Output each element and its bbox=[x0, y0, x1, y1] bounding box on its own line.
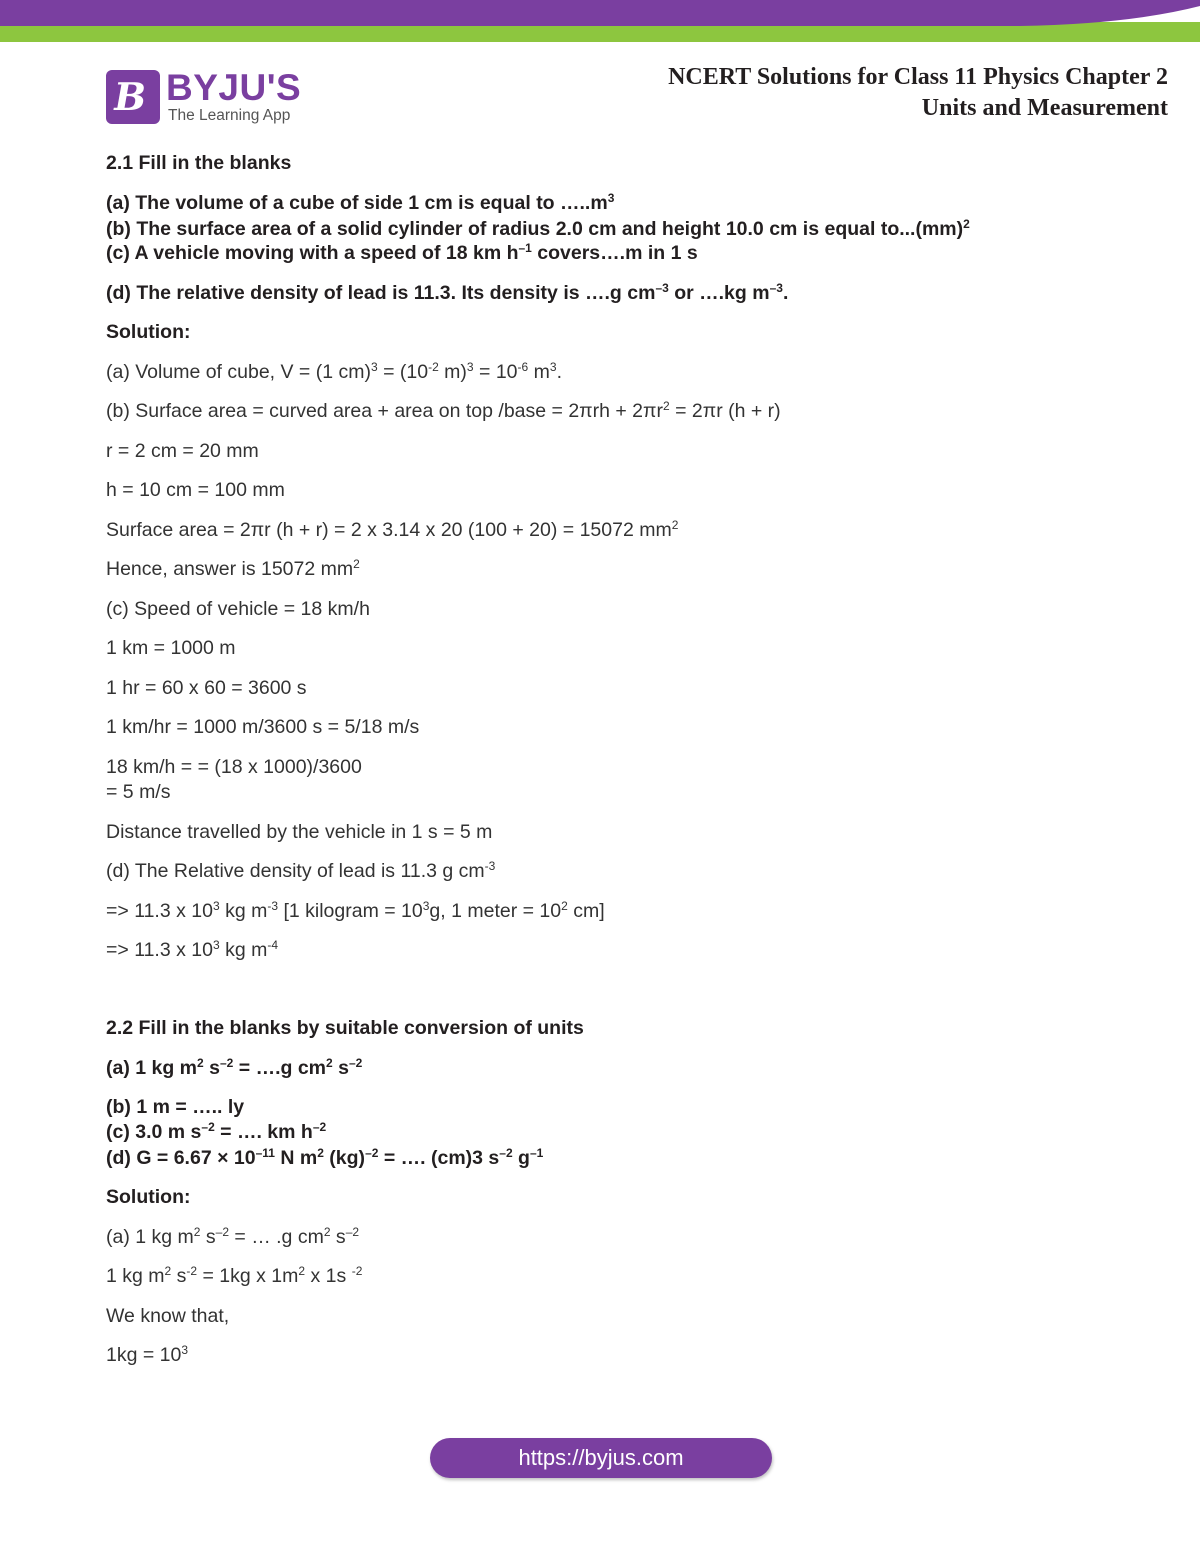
text: kg m bbox=[219, 939, 268, 961]
logo-brand: BYJU'S bbox=[166, 67, 302, 108]
text: 1 kg m bbox=[106, 1265, 165, 1287]
text: (b) The surface area of a solid cylinder of radius 2.0 cm and height 10.0 cm is equal to...(mm) bbox=[106, 218, 964, 240]
text: (c) A vehicle moving with a speed of 18 km h bbox=[106, 242, 519, 264]
superscript: -2 bbox=[186, 1264, 198, 1278]
superscript: 2 bbox=[671, 518, 679, 532]
top-band-purple bbox=[0, 0, 1200, 26]
text: = 2πr (h + r) bbox=[669, 400, 781, 422]
question-2-2-d bbox=[106, 1147, 543, 1170]
text: [1 kilogram = 10 bbox=[278, 900, 423, 922]
text: s bbox=[330, 1226, 346, 1248]
text: m bbox=[528, 361, 550, 383]
text: s bbox=[332, 1057, 349, 1079]
superscript: 2 bbox=[963, 217, 970, 231]
solution-line bbox=[106, 860, 495, 883]
document-title-line2: Units and Measurement bbox=[921, 95, 1168, 121]
text: or ….kg m bbox=[668, 282, 770, 304]
superscript: 2 bbox=[326, 1056, 333, 1070]
solution-line bbox=[106, 519, 678, 542]
superscript: –3 bbox=[655, 281, 669, 295]
solution-label: Solution: bbox=[106, 321, 191, 343]
superscript: 2 bbox=[317, 1146, 324, 1160]
text: (a) The volume of a cube of side 1 cm is equal to …..m bbox=[106, 192, 608, 214]
text: N m bbox=[274, 1147, 318, 1169]
question-2-1-a bbox=[106, 192, 614, 215]
text: covers….m in 1 s bbox=[531, 242, 698, 264]
superscript: -6 bbox=[517, 360, 529, 374]
superscript: –2 bbox=[312, 1120, 327, 1134]
solution-line: We know that, bbox=[106, 1305, 230, 1327]
question-2-1-d bbox=[106, 282, 788, 305]
text: = ….g cm bbox=[233, 1057, 326, 1079]
question-2-1-b bbox=[106, 218, 970, 241]
superscript: 3 bbox=[422, 899, 430, 913]
text: = … .g cm bbox=[229, 1226, 324, 1248]
superscript: 2 bbox=[193, 1225, 201, 1239]
text: . bbox=[782, 282, 789, 304]
question-2-2-c bbox=[106, 1121, 326, 1144]
solution-line: 18 km/h = = (18 x 1000)/3600 bbox=[106, 756, 362, 778]
superscript: 3 bbox=[466, 360, 474, 374]
solution-line bbox=[106, 1265, 362, 1288]
superscript: 3 bbox=[181, 1343, 189, 1357]
superscript: –2 bbox=[365, 1146, 379, 1160]
solution-line: r = 2 cm = 20 mm bbox=[106, 440, 259, 462]
superscript: –2 bbox=[219, 1056, 234, 1070]
solution-line: = 5 m/s bbox=[106, 781, 171, 803]
superscript: –2 bbox=[201, 1120, 215, 1134]
text: s bbox=[200, 1226, 216, 1248]
question-2-2-b: (b) 1 m = ….. ly bbox=[106, 1096, 245, 1118]
superscript: –2 bbox=[345, 1225, 360, 1239]
superscript: -3 bbox=[267, 899, 279, 913]
superscript: -3 bbox=[484, 859, 496, 873]
text: (d) The relative density of lead is 11.3. Its density is ….g cm bbox=[106, 282, 656, 304]
text: cm] bbox=[567, 900, 605, 922]
superscript: 2 bbox=[353, 557, 360, 571]
solution-line: h = 10 cm = 100 mm bbox=[106, 479, 285, 501]
text: 1kg = 10 bbox=[106, 1344, 182, 1366]
logo-letter: B bbox=[110, 74, 151, 119]
solution-line bbox=[106, 900, 605, 923]
text: m) bbox=[438, 361, 467, 383]
text: . bbox=[556, 361, 562, 383]
solution-line: 1 hr = 60 x 60 = 3600 s bbox=[106, 677, 307, 699]
superscript: 3 bbox=[212, 938, 220, 952]
superscript: 2 bbox=[298, 1264, 306, 1278]
text: g, 1 meter = 10 bbox=[429, 900, 562, 922]
document-title-line1: NCERT Solutions for Class 11 Physics Chapter 2 bbox=[668, 64, 1168, 90]
superscript: 2 bbox=[164, 1264, 172, 1278]
text: Surface area = 2πr (h + r) = 2 x 3.14 x 20 (100 + 20) = 15072 mm bbox=[106, 519, 672, 541]
footer-url-link[interactable]: https://byjus.com bbox=[430, 1438, 772, 1478]
superscript: -4 bbox=[267, 938, 279, 952]
superscript: 2 bbox=[561, 899, 568, 913]
superscript: 3 bbox=[607, 191, 615, 205]
logo-tagline: The Learning App bbox=[168, 107, 291, 124]
text: = …. km h bbox=[214, 1121, 313, 1143]
superscript: –2 bbox=[215, 1225, 229, 1239]
byjus-logo bbox=[106, 67, 311, 128]
solution-line: 1 km = 1000 m bbox=[106, 637, 236, 659]
text: => 11.3 x 10 bbox=[106, 939, 213, 961]
text: s bbox=[171, 1265, 187, 1287]
text: (c) 3.0 m s bbox=[106, 1121, 202, 1143]
solution-line bbox=[106, 400, 781, 423]
solution-line bbox=[106, 1344, 188, 1367]
text: = 10 bbox=[473, 361, 518, 383]
superscript: –2 bbox=[499, 1146, 513, 1160]
text: = …. (cm)3 s bbox=[378, 1147, 500, 1169]
text: (a) Volume of cube, V = (1 cm) bbox=[106, 361, 371, 383]
superscript: 3 bbox=[370, 360, 378, 374]
text: = 1kg x 1m bbox=[197, 1265, 299, 1287]
text: s bbox=[203, 1057, 220, 1079]
solution-line bbox=[106, 361, 562, 384]
text: = (10 bbox=[377, 361, 429, 383]
question-2-2-a bbox=[106, 1057, 362, 1080]
superscript: 3 bbox=[212, 899, 220, 913]
superscript: 2 bbox=[323, 1225, 331, 1239]
question-2-1-heading: 2.1 Fill in the blanks bbox=[106, 152, 292, 174]
superscript: –2 bbox=[348, 1056, 363, 1070]
document-title bbox=[668, 62, 1168, 124]
superscript: -2 bbox=[428, 360, 439, 374]
superscript: 3 bbox=[549, 360, 557, 374]
question-2-2-heading: 2.2 Fill in the blanks by suitable conversion of units bbox=[106, 1017, 584, 1039]
superscript: –11 bbox=[255, 1146, 275, 1160]
text: (d) G = 6.67 × 10 bbox=[106, 1147, 256, 1169]
logo-mark bbox=[106, 70, 160, 124]
question-2-1-c bbox=[106, 242, 698, 265]
text: (a) 1 kg m bbox=[106, 1226, 194, 1248]
solution-line: 1 km/hr = 1000 m/3600 s = 5/18 m/s bbox=[106, 716, 420, 738]
text: (kg) bbox=[323, 1147, 366, 1169]
superscript: 2 bbox=[662, 399, 670, 413]
solution-line: Distance travelled by the vehicle in 1 s = 5 m bbox=[106, 821, 493, 843]
text: => 11.3 x 10 bbox=[106, 900, 213, 922]
text: x 1s bbox=[305, 1265, 352, 1287]
solution-label: Solution: bbox=[106, 1186, 191, 1208]
solution-line bbox=[106, 1226, 359, 1249]
superscript: –1 bbox=[518, 241, 532, 255]
superscript: –3 bbox=[769, 281, 783, 295]
text: (d) The Relative density of lead is 11.3 g cm bbox=[106, 860, 485, 882]
solution-line: (c) Speed of vehicle = 18 km/h bbox=[106, 598, 370, 620]
text: (b) Surface area = curved area + area on top /base = 2πrh + 2πr bbox=[106, 400, 663, 422]
solution-line bbox=[106, 939, 278, 962]
superscript: 2 bbox=[197, 1056, 204, 1070]
superscript: –1 bbox=[529, 1146, 544, 1160]
text: Hence, answer is 15072 mm bbox=[106, 558, 354, 580]
top-band bbox=[0, 0, 1200, 44]
text: (a) 1 kg m bbox=[106, 1057, 198, 1079]
solution-line bbox=[106, 558, 360, 581]
text: g bbox=[512, 1147, 530, 1169]
superscript: -2 bbox=[351, 1264, 363, 1278]
text: kg m bbox=[219, 900, 268, 922]
